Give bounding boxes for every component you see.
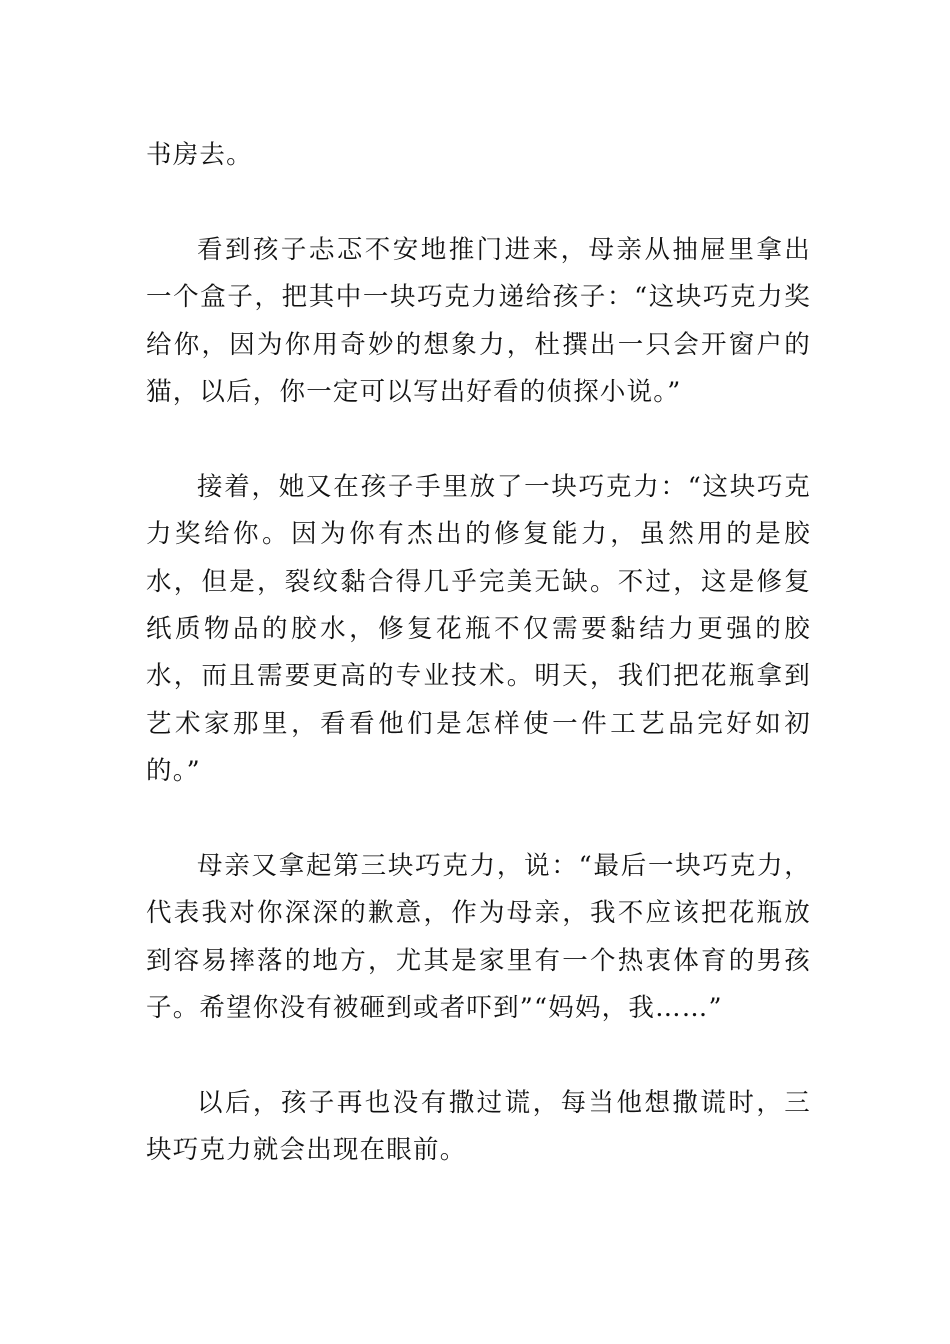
paragraph-gap: [146, 416, 811, 463]
document-page: [146, 132, 811, 1175]
paragraph-1: 书房去。: [146, 140, 253, 170]
paragraph-4: 母亲又拿起第三块巧克力，说：“最后一块巧克力，代表我对你深深的歉意，作为母亲，我不应该把花瓶放到容易摔落的地方，尤其是家里有一个热衷体育的男孩子。希望你没有被砸到或者吓到”“妈妈，我……”: [146, 851, 811, 1024]
paragraph-gap: [146, 796, 811, 843]
paragraph-5: 以后，孩子再也没有撒过谎，每当他想撒谎时，三块巧克力就会出现在眼前。: [146, 1088, 811, 1166]
paragraph-gap: [146, 179, 811, 226]
paragraph-gap: [146, 1033, 811, 1080]
paragraph-2: 看到孩子忐忑不安地推门进来，母亲从抽屉里拿出一个盒子，把其中一块巧克力递给孩子：“这块巧克力奖给你，因为你用奇妙的想象力，杜撰出一只会开窗户的猫，以后，你一定可以写出好看的侦探小说。”: [146, 234, 811, 408]
paragraph-3: 接着，她又在孩子手里放了一块巧克力：“这块巧克力奖给你。因为你有杰出的修复能力，虽然用的是胶水，但是，裂纹黏合得几乎完美无缺。不过，这是修复纸质物品的胶水，修复花瓶不仅需要黏结力更强的胶水，而且需要更高的专业技术。明天，我们把花瓶拿到艺术家那里，看看他们是怎样使一件工艺品完好如初的。”: [146, 471, 811, 787]
